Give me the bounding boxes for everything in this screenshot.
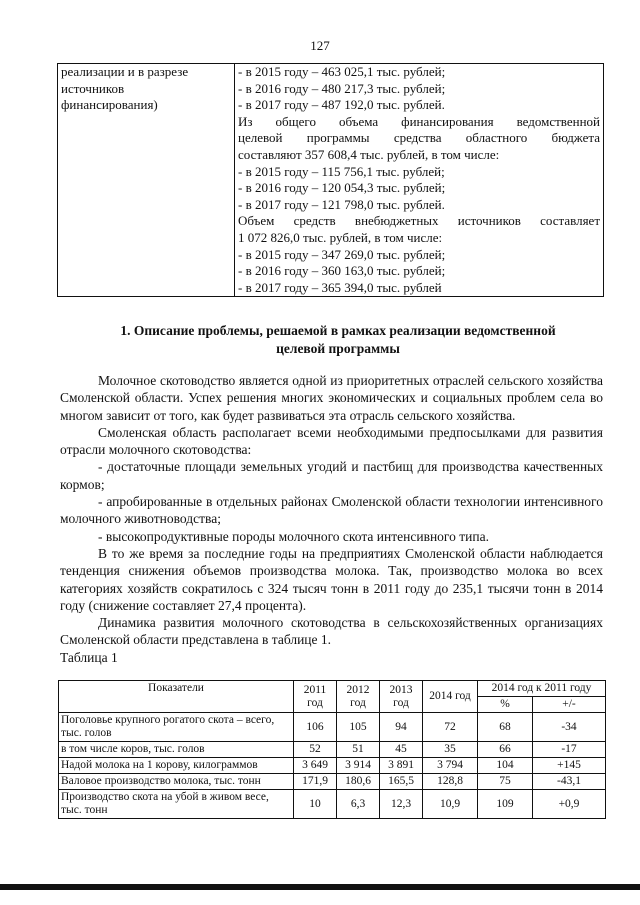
cell-pct: 66 — [478, 742, 533, 758]
table-caption: Таблица 1 — [60, 649, 118, 665]
row-label: в том числе коров, тыс. голов — [59, 742, 294, 758]
table-row — [59, 742, 606, 758]
cell: 45 — [380, 742, 423, 758]
paragraph: В то же время за последние годы на предприятиях Смоленской области наблюдается тенденция снижения объемов производства молока. Так, производство молока во всех категориях хозяйств сократилось с 324 тысяч тонн в 2011 году до 235,1 тысячи тонн в 2014 году (снижение составляет 27,4 процента). — [60, 545, 603, 613]
paragraph: Молочное скотоводство является одной из приоритетных отраслей сельского хозяйства Смоленской области. Успех решения многих экономических и социальных проблем села во многом зависит от того, как будет развиваться эта отрасль сельского хозяйства. — [60, 373, 603, 423]
header-compare: 2014 год к 2011 году — [478, 681, 606, 697]
header-year: 2012 год — [337, 681, 380, 713]
cell: 10,9 — [423, 790, 478, 819]
left-line: реализации и в разрезе — [61, 64, 189, 79]
funding-line: - в 2015 году – 115 756,1 тыс. рублей; — [238, 163, 445, 179]
header-pct: % — [478, 697, 533, 713]
row-label: Производство скота на убой в живом весе, тыс. тонн — [59, 790, 294, 819]
funding-line: - в 2016 году – 120 054,3 тыс. рублей; — [238, 180, 446, 196]
cell: 94 — [380, 713, 423, 742]
left-line: источников — [61, 80, 125, 96]
row-label: Валовое производство молока, тыс. тонн — [59, 774, 294, 790]
table-row — [59, 758, 606, 774]
header-year: 2014 год — [423, 681, 478, 713]
cell: 3 649 — [294, 758, 337, 774]
page-bottom-bar — [0, 884, 640, 890]
cell-pct: 104 — [478, 758, 533, 774]
cell: 106 — [294, 713, 337, 742]
cell: 72 — [423, 713, 478, 742]
cell: 128,8 — [423, 774, 478, 790]
cell-diff: -17 — [533, 742, 606, 758]
list-item: - апробированные в отдельных районах Смоленской области технологии интенсивного молочного животноводства; — [60, 494, 603, 527]
funding-line: - в 2015 году – 463 025,1 тыс. рублей; — [238, 64, 446, 79]
cell: 3 891 — [380, 758, 423, 774]
cell-pct: 109 — [478, 790, 533, 819]
header-indicator: Показатели — [59, 681, 294, 713]
cell: 10 — [294, 790, 337, 819]
cell: 51 — [337, 742, 380, 758]
cell: 171,9 — [294, 774, 337, 790]
funding-line: - в 2017 году – 365 394,0 тыс. рублей — [238, 279, 442, 295]
cell: 52 — [294, 742, 337, 758]
funding-table — [57, 63, 604, 297]
left-line: финансирования) — [61, 97, 158, 113]
funding-line: - в 2017 году – 121 798,0 тыс. рублей. — [238, 196, 445, 212]
funding-table-left-cell — [58, 64, 235, 297]
cell: 3 914 — [337, 758, 380, 774]
cell: 3 794 — [423, 758, 478, 774]
table-row — [59, 790, 606, 819]
body-text — [60, 372, 603, 666]
row-label: Надой молока на 1 корову, килограммов — [59, 758, 294, 774]
header-diff: +/- — [533, 697, 606, 713]
cell-diff: -34 — [533, 713, 606, 742]
funding-line: Объем средств внебюджетных источников составляет — [238, 213, 600, 229]
funding-line: - в 2017 году – 487 192,0 тыс. рублей. — [238, 97, 445, 113]
table-row — [59, 713, 606, 742]
cell-pct: 68 — [478, 713, 533, 742]
dairy-table — [58, 680, 606, 819]
funding-line: целевой программы средства областного бюджета — [238, 130, 600, 146]
cell: 180,6 — [337, 774, 380, 790]
cell-diff: +0,9 — [533, 790, 606, 819]
page-number: 127 — [310, 38, 330, 53]
funding-line: Из общего объема финансирования ведомственной — [238, 113, 600, 129]
cell-pct: 75 — [478, 774, 533, 790]
cell-diff: +145 — [533, 758, 606, 774]
header-year: 2011 год — [294, 681, 337, 713]
funding-table-right-cell — [235, 64, 604, 297]
table-header-row — [59, 681, 606, 697]
header-year: 2013 год — [380, 681, 423, 713]
paragraph: Смоленская область располагает всеми необходимыми предпосылками для развития отрасли молочного скотоводства: — [60, 424, 603, 458]
cell: 105 — [337, 713, 380, 742]
section-heading: 1. Описание проблемы, решаемой в рамках реализации ведомственной целевой программы — [120, 323, 556, 356]
funding-line: составляют 357 608,4 тыс. рублей, в том числе: — [238, 146, 500, 162]
cell: 12,3 — [380, 790, 423, 819]
row-label: Поголовье крупного рогатого скота – всего, тыс. голов — [59, 713, 294, 742]
funding-line: - в 2016 году – 360 163,0 тыс. рублей; — [238, 263, 446, 279]
cell: 35 — [423, 742, 478, 758]
table-row — [59, 774, 606, 790]
paragraph: Динамика развития молочного скотоводства в сельскохозяйственных организациях Смоленской области представлена в таблице 1. — [60, 615, 603, 648]
cell: 6,3 — [337, 790, 380, 819]
cell-diff: -43,1 — [533, 774, 606, 790]
funding-line: 1 072 826,0 тыс. рублей, в том числе: — [238, 229, 443, 245]
funding-line: - в 2016 году – 480 217,3 тыс. рублей; — [238, 80, 446, 96]
funding-line: - в 2015 году – 347 269,0 тыс. рублей; — [238, 246, 446, 262]
list-item: - достаточные площади земельных угодий и пастбищ для производства качественных кормов; — [60, 459, 603, 492]
cell: 165,5 — [380, 774, 423, 790]
list-item: - высокопродуктивные породы молочного скота интенсивного типа. — [98, 528, 489, 544]
